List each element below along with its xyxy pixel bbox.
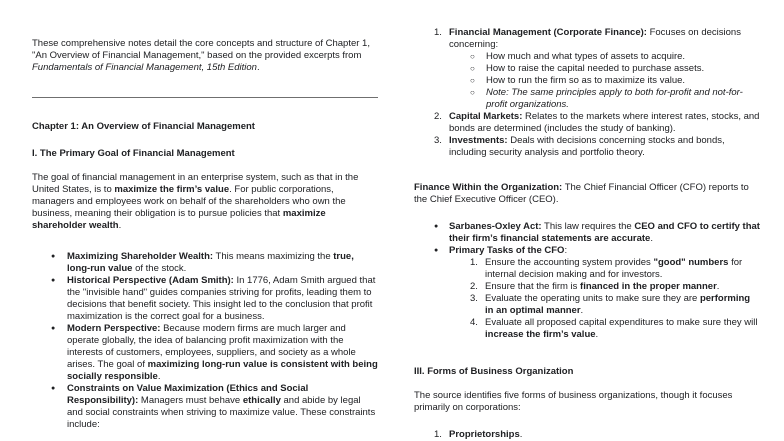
corporate-finance-sublist	[414, 51, 760, 111]
business-forms-list	[414, 429, 760, 441]
goal-paragraph: The goal of financial management in an enterprise system, such as that in the United States, is to maximize the firm’s value. For public corporations, managers and employees work on behalf of the shareholders who own the business, meaning their obligation is to pursue policies that maximize shareholder wealth.	[32, 172, 359, 231]
divider	[32, 97, 378, 98]
sub-list-item: ○ How much and what types of assets to acquire.	[414, 51, 760, 63]
list-item: ● Constraints on Value Maximization (Ethics and Social Responsibility): Managers must behave ethically and abide by legal and social constraints when striving to maximize value. These constraints include:	[32, 383, 378, 431]
sub-list-note: ○ Note: The same principles apply to both for-profit and not-for-profit organizations.	[414, 87, 760, 111]
finance-within-paragraph: Finance Within the Organization: The Chief Financial Officer (CFO) reports to the Chief Executive Officer (CEO).	[414, 182, 749, 205]
cfo-tasks-list	[414, 257, 760, 341]
goal-bullet-list	[32, 251, 378, 431]
list-item: ● Maximizing Shareholder Wealth: This means maximizing the true, long-run value of the stock.	[32, 251, 378, 275]
list-item: ● Primary Tasks of the CFO:	[414, 245, 760, 257]
section-heading: III. Forms of Business Organization	[414, 366, 574, 377]
section-heading: I. The Primary Goal of Financial Management	[32, 148, 235, 159]
sub-list-item: ○ How to raise the capital needed to purchase assets.	[414, 63, 760, 75]
sub-list-item: 3. Evaluate the operating units to make sure they are performing in an optimal manner.	[470, 293, 751, 316]
list-item: ● Historical Perspective (Adam Smith): In 1776, Adam Smith argued that the "invisible hand" guides companies striving for profits, leading them to decisions that benefit society. This insight led to the conclusion that profit maximization is the correct goal for a business.	[32, 275, 378, 323]
chapter-title: Chapter 1: An Overview of Financial Management	[32, 121, 255, 132]
cfo-section	[414, 221, 760, 341]
list-item: 2. Capital Markets: Relates to the markets where interest rates, stocks, and bonds are determined (includes the study of banking).	[434, 111, 760, 134]
list-item: ● Modern Perspective: Because modern firms are much larger and operate globally, the idea of balancing profit maximization with the interests of customers, employees, suppliers, and society as a whole arises. The goal of maximizing long-run value is consistent with being socially responsible.	[32, 323, 378, 383]
list-item: 3. Investments: Deals with decisions concerning stocks and bonds, including security analysis and portfolio theory.	[434, 135, 725, 158]
sub-list-item: ○ How to run the firm so as to maximize its value.	[414, 75, 760, 87]
list-item: 1. Proprietorships.	[434, 429, 523, 440]
sub-list-item: 1. Ensure the accounting system provides "good" numbers for internal decision making and for investors.	[470, 257, 743, 280]
list-item: 1. Financial Management (Corporate Finance): Focuses on decisions concerning:	[434, 27, 741, 50]
intro-paragraph: These comprehensive notes detail the core concepts and structure of Chapter 1, "An Overview of Financial Management," based on the provided excerpts from Fundamentals of Financial Management, 15th Edition.	[32, 38, 370, 73]
list-item: ● Sarbanes-Oxley Act: This law requires the CEO and CFO to certify that their firm’s financial statements are accurate.	[414, 221, 760, 245]
finance-areas-list	[414, 27, 760, 159]
sub-list-item: 4. Evaluate all proposed capital expenditures to make sure they will increase the firm’s value.	[470, 317, 758, 340]
sub-list-item: 2. Ensure that the firm is financed in the proper manner.	[470, 281, 720, 292]
business-forms-paragraph: The source identifies five forms of business organizations, though it focuses primarily on corporations:	[414, 390, 733, 413]
